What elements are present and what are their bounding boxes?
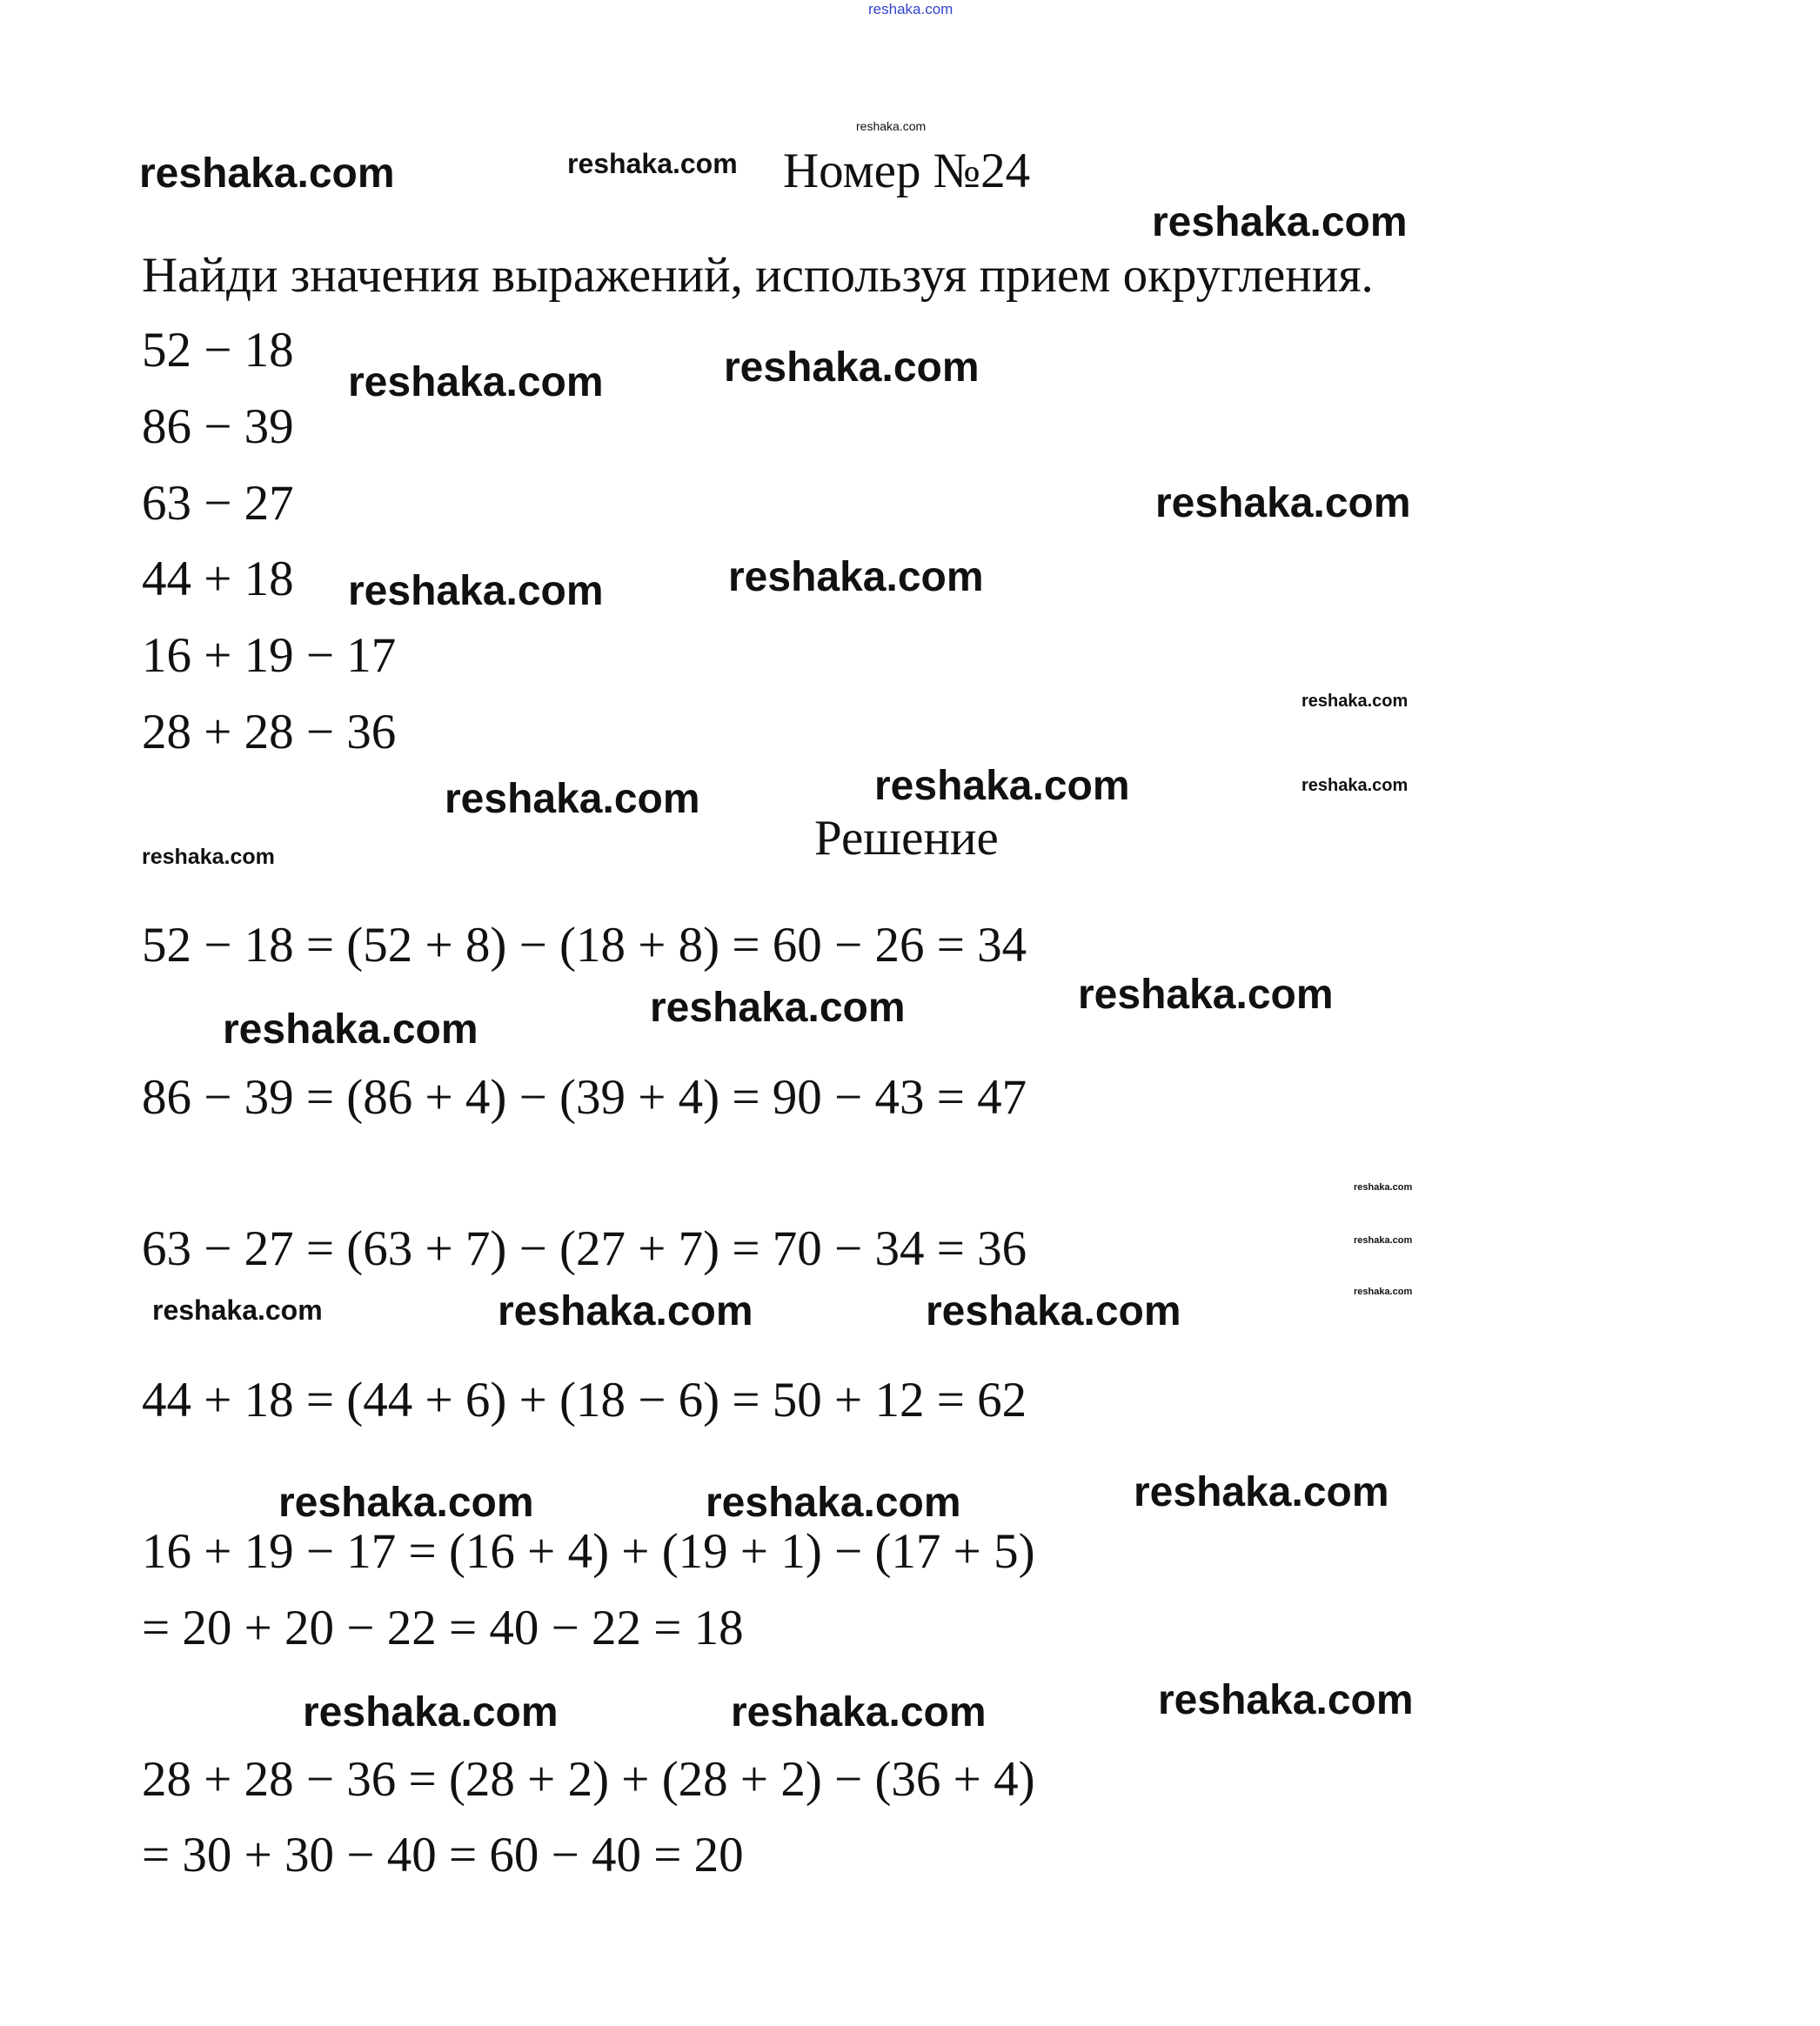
watermark: reshaka.com [445,776,700,822]
expression: 28 + 28 − 36 [142,705,397,759]
watermark: reshaka.com [1152,199,1408,245]
solution-line: 16 + 19 − 17 = (16 + 4) + (19 + 1) − (17 + 5) [142,1524,1035,1579]
watermark: reshaka.com [1301,692,1408,711]
watermark: reshaka.com [724,344,980,391]
watermark: reshaka.com [139,150,395,197]
page-title: Номер №24 [783,144,1031,198]
watermark: reshaka.com [1301,776,1408,795]
solution-heading: Решение [814,811,999,866]
solution-line: 28 + 28 − 36 = (28 + 2) + (28 + 2) − (36 + 4) [142,1752,1035,1807]
solution-line: 63 − 27 = (63 + 7) − (27 + 7) = 70 − 34 = 36 [142,1221,1027,1276]
watermark: reshaka.com [1354,1287,1413,1297]
solution-line: 86 − 39 = (86 + 4) − (39 + 4) = 90 − 43 = 47 [142,1070,1027,1125]
watermark: reshaka.com [926,1288,1181,1334]
solution-line: = 20 + 20 − 22 = 40 − 22 = 18 [142,1601,744,1655]
watermark: reshaka.com [1134,1469,1389,1515]
watermark: reshaka.com [142,845,275,869]
watermark: reshaka.com [1354,1235,1413,1246]
watermark: reshaka.com [731,1689,987,1735]
expression: 86 − 39 [142,399,294,454]
expression: 63 − 27 [142,476,294,531]
watermark: reshaka.com [650,985,906,1031]
watermark: reshaka.com [498,1288,753,1334]
watermark: reshaka.com [728,554,984,600]
watermark: reshaka.com [567,148,738,179]
expression: 52 − 18 [142,323,294,378]
watermark: reshaka.com [152,1294,323,1326]
task-text: Найди значения выражений, используя прием округления. [142,248,1374,303]
watermark: reshaka.com [856,119,927,133]
watermark: reshaka.com [223,1006,478,1053]
solution-line: 52 − 18 = (52 + 8) − (18 + 8) = 60 − 26 = 34 [142,918,1027,973]
solution-line: 44 + 18 = (44 + 6) + (18 − 6) = 50 + 12 = 62 [142,1373,1027,1428]
watermark: reshaka.com [303,1689,559,1735]
watermark: reshaka.com [874,763,1130,809]
watermark: reshaka.com [868,1,953,17]
watermark: reshaka.com [278,1480,534,1526]
watermark: reshaka.com [1158,1677,1414,1723]
expression: 44 + 18 [142,552,294,606]
watermark: reshaka.com [1354,1182,1413,1193]
watermark: reshaka.com [348,359,604,405]
watermark: reshaka.com [706,1480,961,1526]
expression: 16 + 19 − 17 [142,628,397,683]
watermark: reshaka.com [1155,480,1411,526]
watermark: reshaka.com [1078,972,1334,1018]
watermark: reshaka.com [348,568,604,614]
solution-line: = 30 + 30 − 40 = 60 − 40 = 20 [142,1828,744,1882]
